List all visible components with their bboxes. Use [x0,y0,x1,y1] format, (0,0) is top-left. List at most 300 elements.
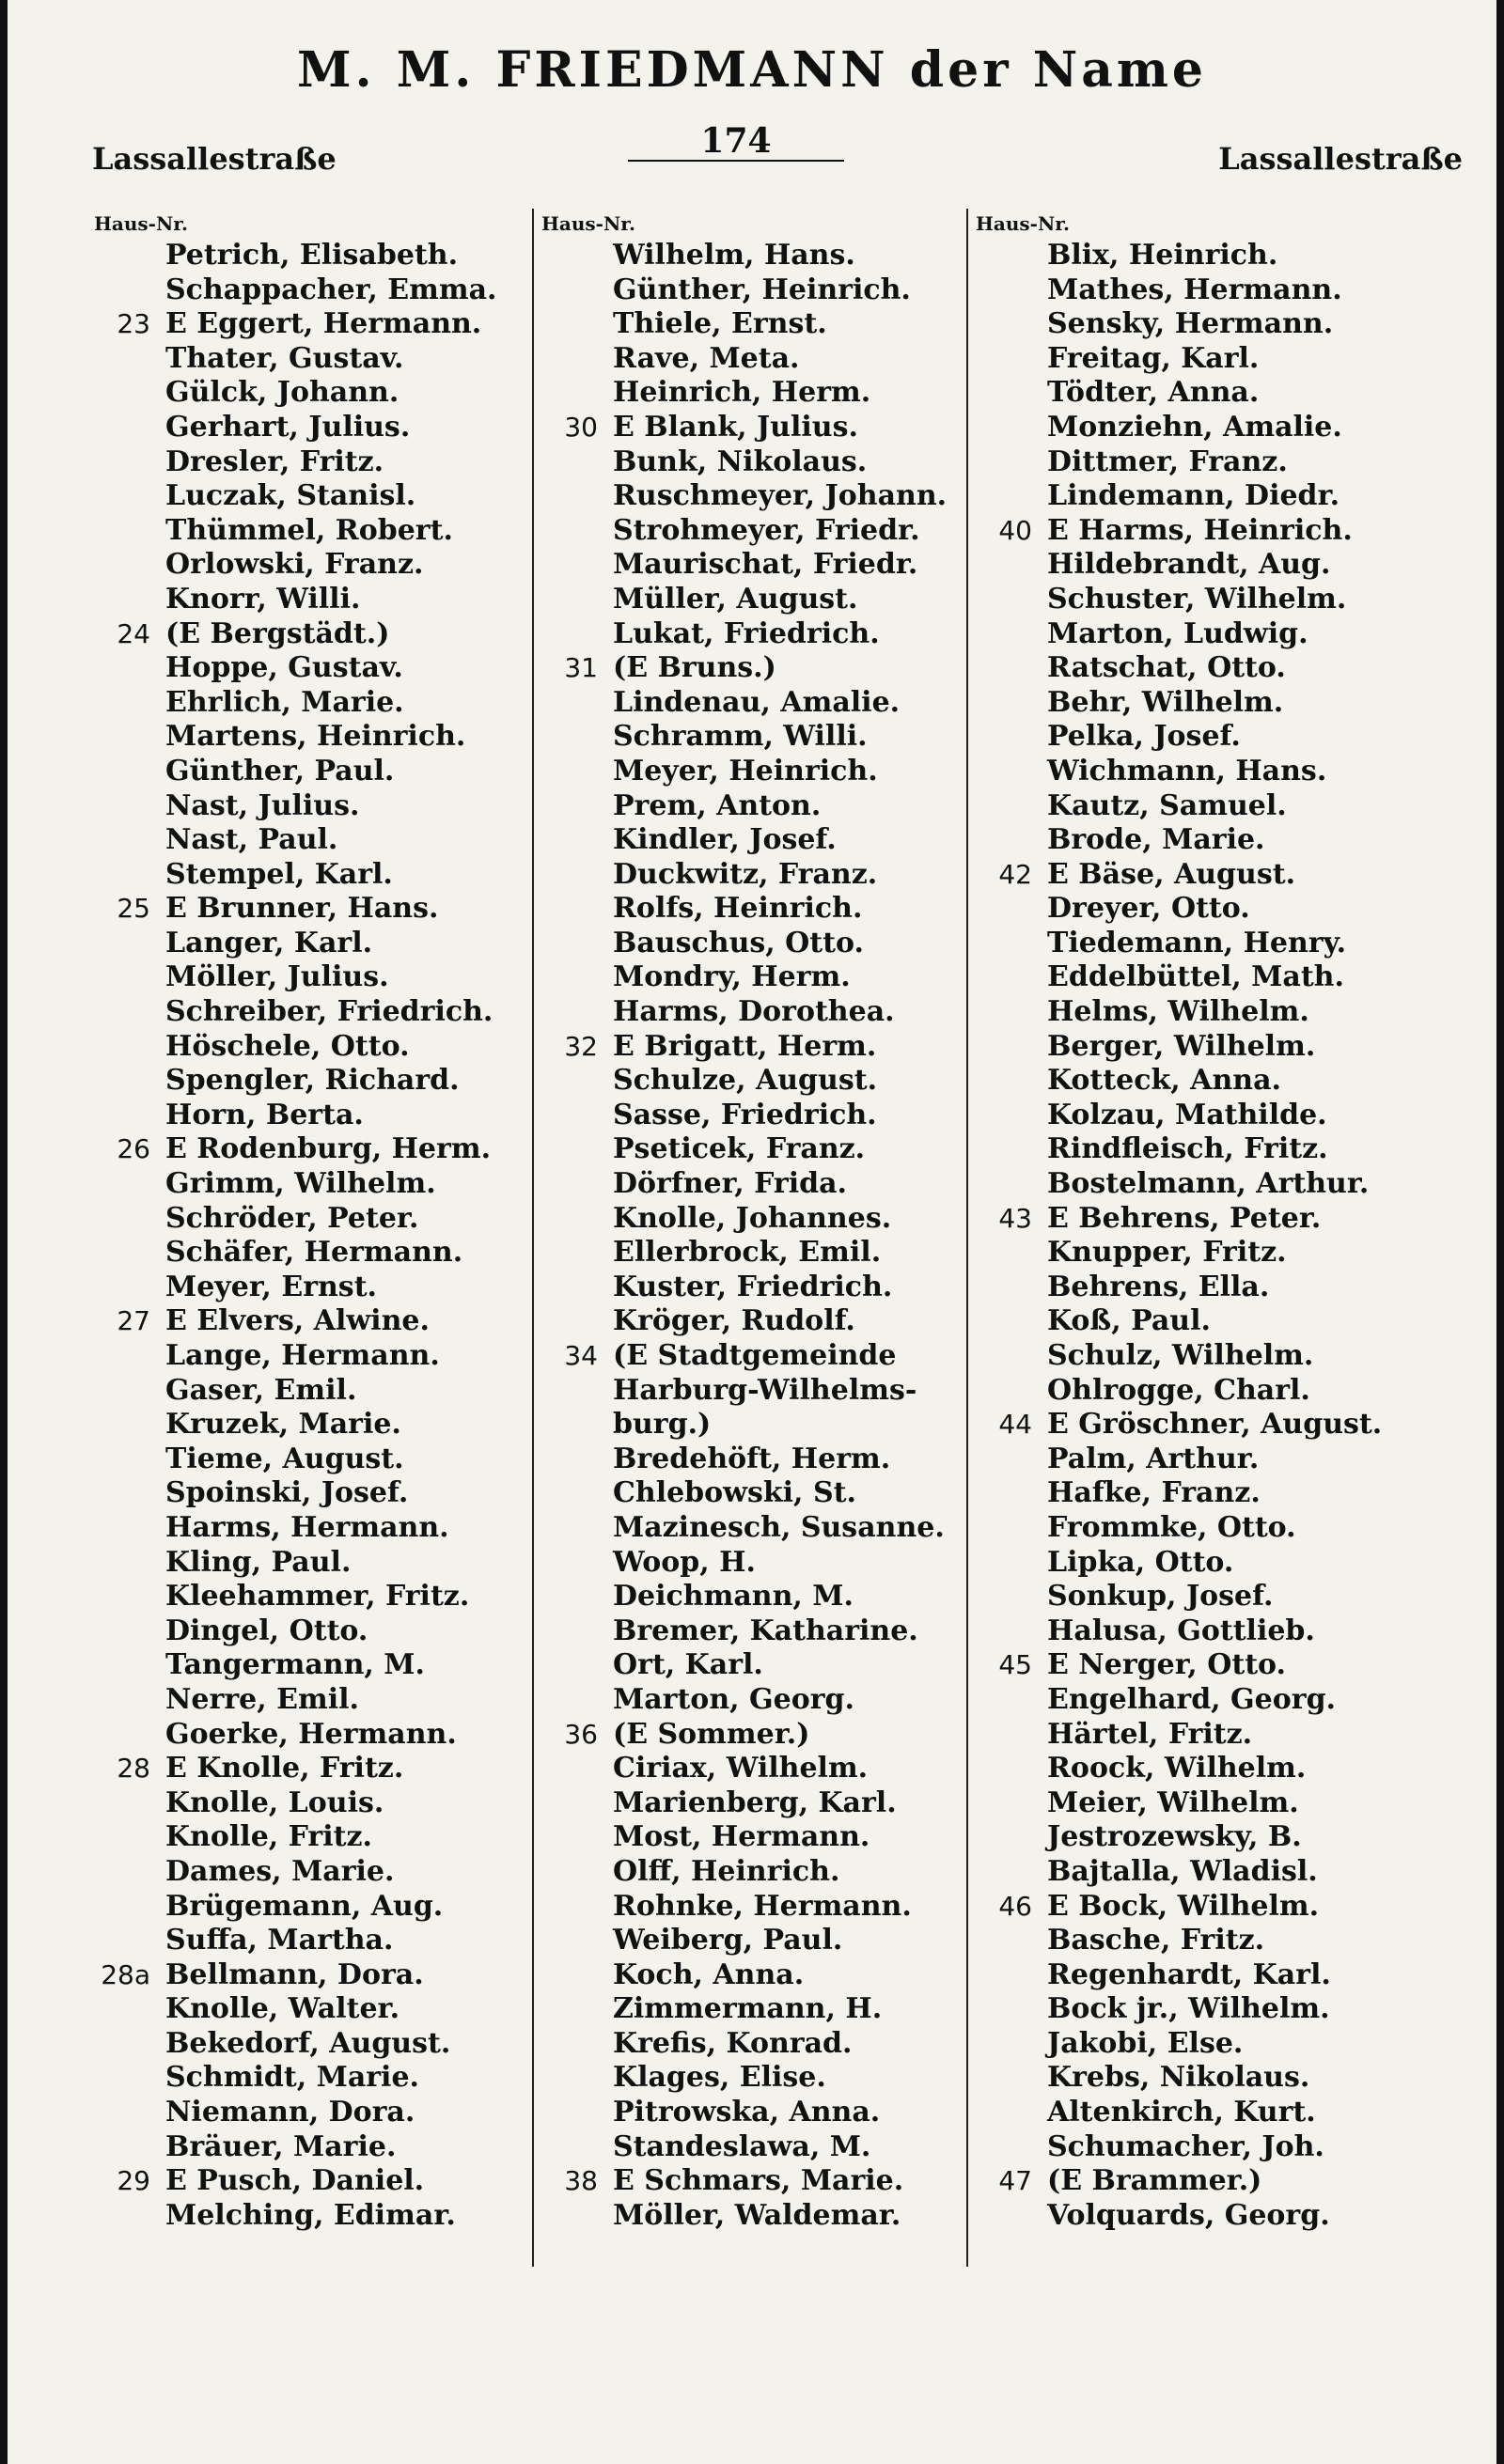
house-number [94,273,165,308]
house-number [541,342,613,377]
house-number [94,1099,165,1133]
list-item [541,1855,974,1890]
list-item [541,1202,974,1237]
house-number [94,1718,165,1753]
house-number [94,720,165,755]
house-number [976,1924,1047,1958]
house-number [541,1374,613,1409]
column-heading: Haus-Nr. [94,212,188,235]
house-number [94,1236,165,1271]
list-item [541,1030,974,1065]
house-number [976,960,1047,995]
resident-name: Schramm, Willi. [613,720,868,754]
house-number [541,1992,613,2027]
house-number: 30 [564,411,598,443]
house-number [94,239,165,273]
resident-name: Helms, Wilhelm. [1047,995,1309,1029]
list-item [94,2061,536,2096]
list-item [94,479,536,514]
resident-name: Brode, Marie. [1047,823,1265,857]
house-number [94,445,165,480]
house-number [976,1167,1047,1202]
house-number [976,2061,1047,2096]
list-item [94,1374,536,1409]
resident-name: Krebs, Nikolaus. [1047,2061,1310,2095]
house-number [94,2130,165,2165]
resident-name: E Schmars, Marie. [613,2164,904,2198]
list-item [541,1546,974,1581]
resident-name: Jakobi, Else. [1047,2026,1244,2060]
resident-name: Harms, Hermann. [165,1510,449,1544]
page-number: 174 [628,122,844,162]
list-item [94,1476,536,1511]
resident-name: (E Stadtgemeinde [613,1339,897,1372]
house-number: 46 [998,1890,1032,1922]
house-number [94,1030,165,1065]
house-number [94,960,165,995]
resident-name: Kleehammer, Fritz. [165,1580,470,1614]
resident-name: Dörfner, Frida. [613,1167,847,1201]
list-item [94,307,536,342]
list-item [976,686,1465,721]
list-item [94,2164,536,2199]
list-item [976,1890,1465,1925]
house-number [976,1546,1047,1581]
house-number [94,1339,165,1374]
resident-name: Chlebowski, St. [613,1476,856,1510]
house-number [976,1752,1047,1786]
resident-name: E Bäse, August. [1047,857,1296,891]
resident-name: (E Sommer.) [613,1717,810,1751]
resident-name: Kruzek, Marie. [165,1408,401,1442]
house-number [94,1476,165,1511]
list-item [94,1271,536,1305]
house-number [976,1476,1047,1511]
list-item [94,720,536,755]
list-item [976,273,1465,308]
resident-name: Gülck, Johann. [165,376,400,410]
resident-name: Kindler, Josef. [613,823,837,857]
house-number [976,411,1047,445]
house-number [541,1132,613,1167]
house-number [541,1614,613,1649]
list-item [976,755,1465,789]
resident-name: Sensky, Hermann. [1047,307,1334,341]
list-item [976,1992,1465,2027]
house-number [541,1476,613,1511]
list-item [541,1099,974,1133]
resident-name: Tödter, Anna. [1047,376,1260,410]
house-number [541,892,613,927]
resident-name: Ohlrogge, Charl. [1047,1373,1310,1407]
resident-name: E Elvers, Alwine. [165,1304,430,1338]
list-item [976,2027,1465,2062]
resident-name: Regenhardt, Karl. [1047,1957,1331,1991]
list-item [94,2199,536,2234]
resident-name: Marton, Ludwig. [1047,616,1308,650]
resident-name: (E Bergstädt.) [165,616,390,650]
resident-name: Berger, Wilhelm. [1047,1029,1316,1063]
list-item [94,617,536,652]
resident-name: Altenkirch, Kurt. [1047,2096,1316,2129]
list-item [94,1408,536,1443]
resident-name: E Eggert, Hermann. [165,307,482,341]
resident-name: Bunk, Nikolaus. [613,444,868,478]
resident-name: Bostelmann, Arthur. [1047,1167,1370,1201]
resident-name: Melching, Edimar. [165,2198,456,2232]
list-item [976,1236,1465,1271]
list-item [94,2027,536,2062]
resident-name: Pseticek, Franz. [613,1132,866,1166]
resident-name: Weiberg, Paul. [613,1924,843,1957]
list-item [94,583,536,617]
list-item [541,514,974,549]
resident-name: Behr, Wilhelm. [1047,685,1284,719]
list-item [541,342,974,377]
resident-name: Ehrlich, Marie. [165,685,404,719]
house-number [541,686,613,721]
house-number [94,2061,165,2096]
resident-name: Krefis, Konrad. [613,2026,853,2060]
house-number [976,1580,1047,1614]
house-number [94,1648,165,1683]
resident-name: Meier, Wilhelm. [1047,1786,1299,1819]
resident-name: Monziehn, Amalie. [1047,410,1342,444]
list-item [94,1890,536,1925]
list-item [94,789,536,824]
list-item [976,342,1465,377]
list-item [541,1443,974,1477]
house-number [541,479,613,514]
list-item [94,892,536,927]
house-number [541,1064,613,1099]
resident-name: E Rodenburg, Herm. [165,1132,492,1166]
list-item [94,342,536,377]
list-item [976,1546,1465,1581]
list-item [94,1132,536,1167]
house-number: 45 [998,1649,1032,1681]
house-number: 47 [998,2165,1032,2197]
list-item [541,651,974,686]
house-number [94,1855,165,1890]
list-item [976,858,1465,893]
house-number: 38 [564,2165,598,2197]
column-heading: Haus-Nr. [541,212,635,235]
list-item [94,411,536,445]
list-item [976,1683,1465,1718]
house-number [94,2096,165,2130]
resident-name: Dittmer, Franz. [1047,444,1288,478]
house-number [976,823,1047,858]
house-number [976,720,1047,755]
list-item [541,720,974,755]
house-number: 44 [998,1409,1032,1441]
resident-name: Blix, Heinrich. [1047,239,1278,272]
house-number: 28a [101,1958,150,1990]
house-number [541,1236,613,1271]
resident-name: Ratschat, Otto. [1047,651,1286,685]
house-number [541,1408,613,1443]
list-item [94,1167,536,1202]
house-number [976,1786,1047,1821]
house-number [976,2096,1047,2130]
list-item [976,1511,1465,1546]
resident-name: Schröder, Peter. [165,1201,419,1235]
resident-name: Olff, Heinrich. [613,1854,840,1888]
resident-name: Dames, Marie. [165,1854,395,1888]
house-number [541,1648,613,1683]
resident-name: Bajtalla, Wladisl. [1047,1854,1318,1888]
list-item [976,1718,1465,1753]
resident-name: Rave, Meta. [613,341,800,375]
resident-name: Thiele, Ernst. [613,307,827,341]
resident-name: Marienberg, Karl. [613,1786,897,1819]
resident-name: Gaser, Emil. [165,1373,357,1407]
list-item [976,789,1465,824]
resident-name: Spoinski, Josef. [165,1476,409,1510]
resident-name: Bredehöft, Herm. [613,1442,891,1475]
house-number [541,960,613,995]
resident-name: Günther, Heinrich. [613,273,911,306]
house-number [94,1271,165,1305]
resident-name: Dingel, Otto. [165,1614,368,1647]
list-item [976,1271,1465,1305]
house-number [94,686,165,721]
resident-name: Tieme, August. [165,1442,404,1475]
list-item [94,1304,536,1339]
house-number [541,1511,613,1546]
house-number: 24 [117,617,150,649]
resident-name: Ruschmeyer, Johann. [613,479,948,513]
resident-name: Lukat, Friedrich. [613,616,880,650]
house-number [94,1580,165,1614]
house-number: 43 [998,1202,1032,1234]
house-number [94,2199,165,2234]
list-item [541,2061,974,2096]
house-number [976,1855,1047,1890]
list-item [94,823,536,858]
resident-name: Rindfleisch, Fritz. [1047,1132,1328,1166]
list-item [976,239,1465,273]
list-item [541,1271,974,1305]
list-item [976,1752,1465,1786]
resident-name: Bekedorf, August. [165,2026,451,2060]
house-number [94,858,165,893]
list-item [541,1958,974,1993]
directory-page [8,0,1496,2464]
house-number [976,755,1047,789]
street-name-left: Lassallestraße [92,141,337,177]
resident-name: Lindenau, Amalie. [613,685,901,719]
house-number [976,892,1047,927]
list-item [541,1992,974,2027]
house-number [94,755,165,789]
list-item [94,1958,536,1993]
list-item [541,1683,974,1718]
list-item [94,548,536,583]
house-number [976,376,1047,411]
house-number [541,1683,613,1718]
resident-name: E Brunner, Hans. [165,892,439,926]
resident-name: E Bock, Wilhelm. [1047,1889,1320,1923]
house-number [976,1339,1047,1374]
list-item [541,1476,974,1511]
resident-name: Pelka, Josef. [1047,720,1241,754]
list-item [976,651,1465,686]
house-number [976,273,1047,308]
resident-name: Meyer, Heinrich. [613,754,878,788]
house-number [976,2027,1047,2062]
list-item [976,1304,1465,1339]
house-number: 40 [998,514,1032,546]
list-item [976,1476,1465,1511]
house-number [94,1443,165,1477]
house-number [541,445,613,480]
resident-name: Schäfer, Hermann. [165,1236,463,1270]
house-number [976,583,1047,617]
resident-name: Freitag, Karl. [1047,341,1260,375]
list-item [976,1339,1465,1374]
house-number [541,1958,613,1993]
list-item [541,1408,974,1443]
house-number [541,617,613,652]
list-item [94,651,536,686]
list-item [541,995,974,1030]
house-number [976,927,1047,961]
house-number [541,720,613,755]
house-number [976,1683,1047,1718]
list-item [976,720,1465,755]
resident-name: Horn, Berta. [165,1098,364,1131]
list-item [541,583,974,617]
list-item [94,686,536,721]
resident-name: Tiedemann, Henry. [1047,926,1347,959]
house-number [94,2027,165,2062]
house-number [541,789,613,824]
resident-name: Möller, Julius. [165,960,389,994]
house-number [541,1890,613,1925]
house-number: 28 [117,1753,150,1785]
resident-name: Kotteck, Anna. [1047,1064,1281,1098]
column-2 [541,209,974,2233]
house-number [541,1924,613,1958]
resident-name: Zimmermann, H. [613,1992,883,2026]
list-item [541,273,974,308]
house-number [541,1099,613,1133]
list-item [541,2027,974,2062]
list-item [94,927,536,961]
list-item [541,1374,974,1409]
list-item [94,1064,536,1099]
list-item [541,960,974,995]
house-number [976,651,1047,686]
list-item [541,445,974,480]
resident-name: Goerke, Hermann. [165,1717,457,1751]
list-item [541,1648,974,1683]
house-number [541,583,613,617]
resident-name: Nast, Julius. [165,788,360,822]
house-number [976,445,1047,480]
list-item [541,1786,974,1821]
house-number [976,307,1047,342]
resident-name: Hoppe, Gustav. [165,651,403,685]
resident-name: Bräuer, Marie. [165,2129,397,2163]
list-item [94,2130,536,2165]
house-number [541,2027,613,2062]
resident-name: Ciriax, Wilhelm. [613,1752,869,1786]
column-3 [976,209,1465,2233]
resident-name: Nerre, Emil. [165,1682,359,1716]
list-item [541,1924,974,1958]
list-item [541,307,974,342]
column-1 [94,209,536,2233]
resident-name: E Behrens, Peter. [1047,1201,1322,1235]
house-number [541,2199,613,2234]
page-title: M. M. FRIEDMANN der Name [296,41,1208,99]
house-number: 25 [117,893,150,925]
resident-name: E Harms, Heinrich. [1047,513,1353,547]
house-number [976,1030,1047,1065]
house-number [976,2130,1047,2165]
house-number [541,514,613,549]
list-item [976,1408,1465,1443]
house-number [94,548,165,583]
resident-name: Niemann, Dora. [165,2096,415,2129]
list-item [541,2199,974,2234]
resident-name: Engelhard, Georg. [1047,1682,1337,1716]
house-number [976,1443,1047,1477]
resident-name: Wilhelm, Hans. [613,239,855,272]
list-item [541,1064,974,1099]
resident-name: E Brigatt, Herm. [613,1029,877,1063]
list-item [976,1958,1465,1993]
resident-name: Most, Hermann. [613,1820,870,1854]
list-item [541,1718,974,1753]
resident-name: (E Brammer.) [1047,2164,1262,2198]
list-item [976,1099,1465,1133]
resident-name: Standeslawa, M. [613,2129,871,2163]
house-number [541,1855,613,1890]
resident-name: (E Bruns.) [613,651,776,685]
house-number [541,823,613,858]
resident-name: Halusa, Gottlieb. [1047,1614,1315,1647]
list-item [541,1752,974,1786]
list-item [94,1511,536,1546]
resident-name: Harms, Dorothea. [613,995,895,1029]
house-number [94,583,165,617]
resident-name: Kling, Paul. [165,1545,352,1579]
list-item [541,1132,974,1167]
resident-name: Ellerbrock, Emil. [613,1236,882,1270]
list-item [976,1132,1465,1167]
resident-name: Eddelbüttel, Math. [1047,960,1344,994]
list-item [94,1580,536,1614]
list-item [94,2096,536,2130]
resident-name: Rohnke, Hermann. [613,1889,912,1923]
house-number [94,1992,165,2027]
house-number: 36 [564,1718,598,1750]
list-item [976,823,1465,858]
resident-name: Deichmann, M. [613,1580,854,1614]
house-number [976,1132,1047,1167]
list-item [94,1683,536,1718]
list-item [976,1924,1465,1958]
list-item [94,1202,536,1237]
list-item [541,479,974,514]
house-number [541,927,613,961]
house-number [541,1820,613,1855]
house-number [976,239,1047,273]
